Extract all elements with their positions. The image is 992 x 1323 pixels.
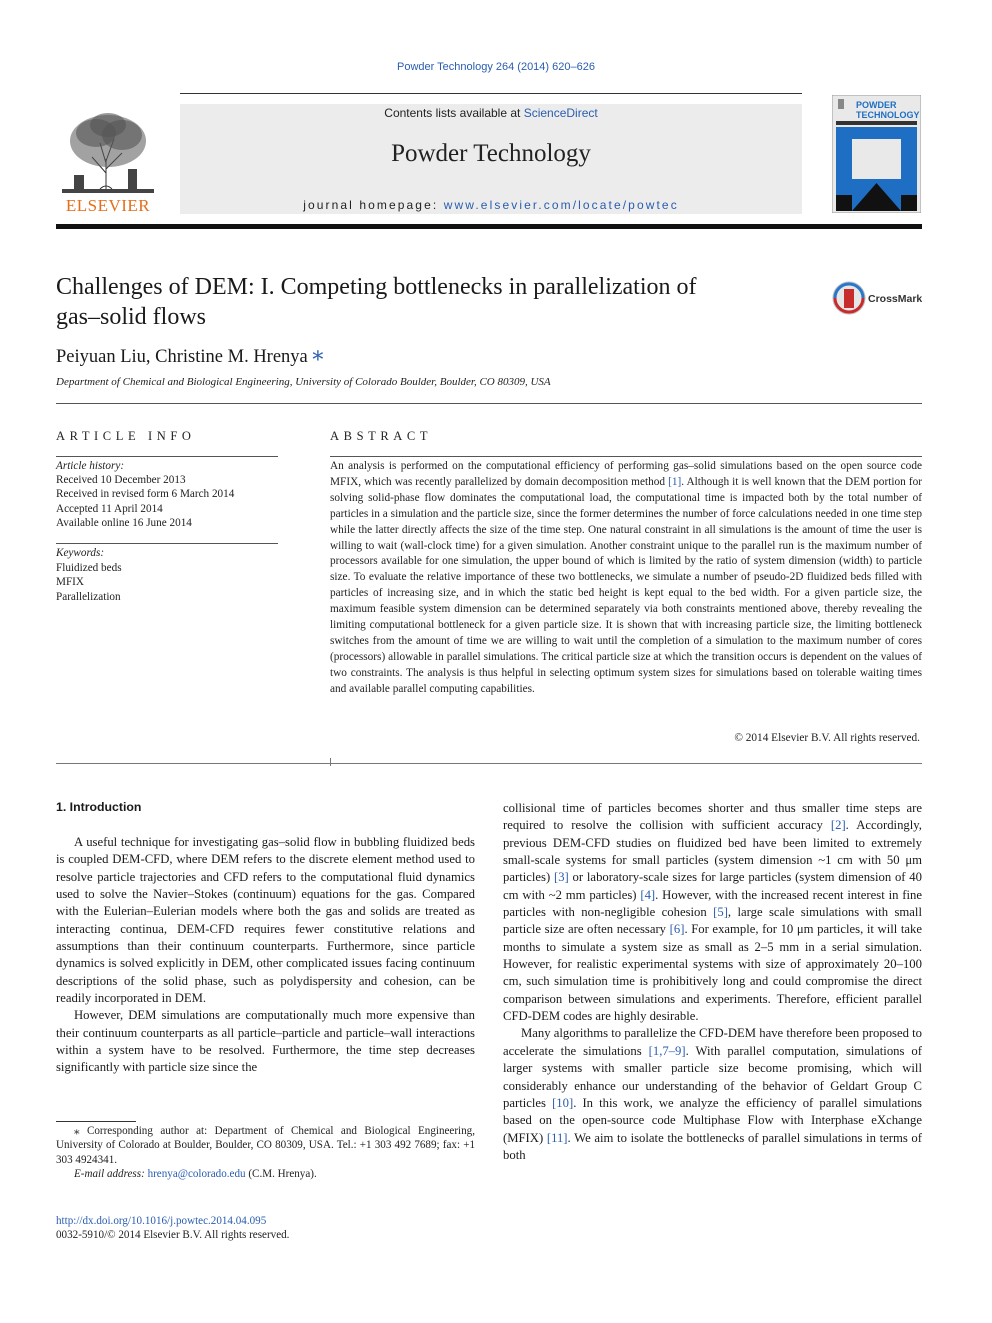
abstract-rule-top [330, 456, 922, 457]
citation-link[interactable]: [6] [669, 922, 685, 937]
title-rule [56, 403, 922, 404]
contents-line [180, 106, 802, 120]
history-item: Received 10 December 2013 [56, 474, 186, 487]
article-info-heading: ARTICLE INFO [56, 429, 196, 443]
email-suffix: (C.M. Hrenya). [245, 1168, 317, 1181]
issn-copyright: 0032-5910/© 2014 Elsevier B.V. All rights reserved. [56, 1229, 290, 1241]
homepage-link[interactable]: www.elsevier.com/locate/powtec [443, 198, 679, 212]
abstract-copyright: © 2014 Elsevier B.V. All rights reserved. [734, 732, 920, 744]
header-top-rule [180, 93, 802, 94]
email-link[interactable]: hrenya@colorado.edu [147, 1168, 246, 1181]
citation-link[interactable]: [1,7–9] [648, 1043, 686, 1058]
history-item: Received in revised form 6 March 2014 [56, 488, 235, 501]
history-item: Accepted 11 April 2014 [56, 502, 163, 515]
abstract-rule-tick [330, 758, 331, 766]
body-text: . For example, for 10 μm particles, it will take months to simulate a system size as small as 2–5 mm in a serial simulation. However, for realistic experimental systems with size of approximately 20–100 cm, such simulation time is prohibitively long and could compromise the direct comparison between simulations and experiments. Therefore, efficient parallel CFD-DEM codes are highly desirable. [503, 922, 922, 1024]
body-paragraph: However, DEM simulations are computationally much more expensive than their continuum counterparts as all particle–particle and particle–wall interactions within a system have to be resolved. Furthermore, the time step decreases significantly with particle size since the [56, 1008, 475, 1075]
citation-link[interactable]: [2] [830, 818, 846, 833]
authors-text: Peiyuan Liu, Christine M. Hrenya [56, 347, 308, 367]
corresponding-author-mark[interactable]: ⁎ [312, 340, 324, 365]
body-text: . With parallel computation, simulations of larger systems with smaller particle size become promising, which will considerably enhance our understanding of the behavior of Geldart Group C particles [503, 1043, 923, 1110]
journal-cover-thumbnail[interactable] [832, 95, 921, 213]
author-list [56, 342, 323, 368]
abstract-text-part: An analysis is performed on the computational efficiency of performing gas–solid simulations based on the open source code MFIX, which was recently parallelized by domain decomposition method [330, 460, 922, 488]
article-info-rule-top [56, 456, 278, 457]
history-item: Available online 16 June 2014 [56, 516, 192, 529]
elsevier-wordmark: ELSEVIER [65, 196, 151, 215]
header-bottom-rule [56, 224, 922, 229]
keyword-item: Parallelization [56, 590, 121, 603]
keyword-item: Fluidized beds [56, 561, 122, 574]
footnote-text: Corresponding author at: Department of Chemical and Biological Engineering, University of Colorado at Boulder, Boulder, CO 80309, USA. Tel.: +1 303 492 7689; fax: +1 303 4924341. [56, 1125, 475, 1166]
homepage-line [180, 198, 802, 212]
body-text: or laboratory-scale sizes for large particles (system dimension of 40 cm with ~2 mm particles) [503, 870, 922, 902]
body-text: collisional time of particles becomes shorter and thus smaller time steps are required to resolve the collision with sufficient accuracy [503, 801, 922, 833]
body-right-column [503, 800, 922, 1164]
contents-prefix: Contents lists available at [384, 106, 524, 120]
abstract-rule-bottom [56, 763, 922, 764]
footnote-email-line [56, 1167, 475, 1181]
history-label: Article history: [56, 460, 125, 472]
homepage-prefix: journal homepage: [303, 198, 444, 212]
abstract-heading: ABSTRACT [330, 429, 433, 443]
body-paragraph: A useful technique for investigating gas–solid flow in bubbling fluidized beds is coupled DEM-CFD, where DEM refers to the discrete element method used to resolve particle trajectories and CFD refers to the computational fluid dynamics used to solve the Navier–Stokes (continuum) equations for the gas. Compared with the Eulerian–Eulerian models where both the gas and solids are treated as interacting continua, DEM-CFD requires fewer constitutive relations and assumptions than their continuum counterparts. Furthermore, since particle dynamics is solved explicitly in DEM, other complicated issues facing continuum descriptions of the solid phase, such as polydispersity and cohesion, can be readily incorporated in DEM. [56, 835, 475, 1006]
footnote-mark: ⁎ [74, 1125, 80, 1137]
keywords [56, 546, 278, 604]
body-text: Many algorithms to parallelize the CFD-DEM have therefore been proposed to accelerate the simulations [503, 1026, 922, 1058]
journal-title: Powder Technology [391, 140, 591, 167]
sciencedirect-link[interactable]: ScienceDirect [523, 106, 598, 120]
citation-link[interactable]: [1] [668, 475, 682, 488]
citation-link[interactable]: [10] [552, 1095, 574, 1110]
body-paragraph [503, 800, 922, 1025]
body-paragraph [503, 1025, 922, 1164]
body-text: . However, with the increased recent interest in fine particles with non-negligible cohesion [503, 887, 923, 920]
citation-link[interactable]: [4] [640, 887, 656, 902]
article-info-rule-middle [56, 543, 278, 544]
article-history [56, 459, 278, 530]
footnote-rule [56, 1121, 136, 1122]
journal-reference[interactable]: Powder Technology 264 (2014) 620–626 [397, 61, 595, 73]
email-label: E-mail address: [74, 1168, 145, 1181]
section-heading-introduction: 1. Introduction [56, 800, 142, 814]
body-text: . Accordingly, previous DEM-CFD studies on fluidized bed have been limited to extremely small-scale systems for small particles (system dimension ~1 cm with 50 μm particles) [503, 818, 922, 885]
cover-title-line-1: POWDER [856, 100, 897, 110]
citation-link[interactable]: [11] [546, 1130, 568, 1145]
abstract-text [330, 459, 922, 698]
article-title [56, 272, 756, 332]
body-text: , large scale simulations with small particle size are often necessary [503, 905, 922, 937]
abstract-text-part: . Although it is well known that the DEM portion for solving solid-phase flow dominates the computational load, the computational time is impacted both by the total number of particles in a simulation and the particle size, since the former determines the number of force calculations needed in one time step while the latter directly affects the size of the time step. One natural constraint in all simulations is the amount of time the user is willing to wait (wall-clock time) for a given simulation. Another constraint unique to the parallel run is the maximum number of processors available for one simulation, the upper bound of which is limited by the ratio of system dimension (width) to particle size. To evaluate the relative importance of these two bottlenecks, we simulate a number of pseudo-2D fluidized beds filled with particles of increasing size, and in which the static bed height is kept equal to the bed width. For a given particle size, the maximum feasible system dimension can be determined separately via both constraints mentioned above, thereby revealing the limiting computational bottleneck for a given particle size. It is shown that with increasing particle size, the limiting bottleneck switches from the amount of time we are willing to wait until the completion of a simulation to the maximum number of cores (processors) allowable in parallel simulations. The critical particle size at which the transition occurs is dependent on the values of two constraints. The analysis is thus helpful in selecting optimum system sizes for simulations based on tolerable waiting times and available parallel computing capabilities. [330, 475, 922, 695]
doi-link[interactable]: http://dx.doi.org/10.1016/j.powtec.2014.04.095 [56, 1215, 267, 1227]
keywords-label: Keywords: [56, 547, 105, 559]
body-left-column [56, 834, 475, 1077]
citation-link[interactable]: [5] [713, 905, 728, 920]
keyword-item: MFIX [56, 576, 84, 589]
affiliation: Department of Chemical and Biological Engineering, University of Colorado Boulder, Boulder, CO 80309, USA [56, 376, 551, 388]
footnote-text-block [56, 1124, 475, 1167]
article-title-line-1: Challenges of DEM: I. Competing bottlenecks in parallelization of [56, 274, 697, 300]
corresponding-author-footnote [56, 1124, 475, 1182]
crossmark-icon[interactable] [832, 280, 924, 316]
body-text: . In this work, we analyze the efficiency of parallel simulations based on the open-source code Multiphase Flow with Interphase eXchange (MFIX) [503, 1095, 922, 1145]
crossmark-label: CrossMark [868, 293, 923, 305]
cover-title-line-2: TECHNOLOGY [856, 110, 920, 120]
article-title-line-2: gas–solid flows [56, 304, 206, 330]
citation-link[interactable]: [3] [553, 870, 569, 885]
body-text: . We aim to isolate the bottlenecks of parallel simulations in terms of both [503, 1130, 922, 1162]
